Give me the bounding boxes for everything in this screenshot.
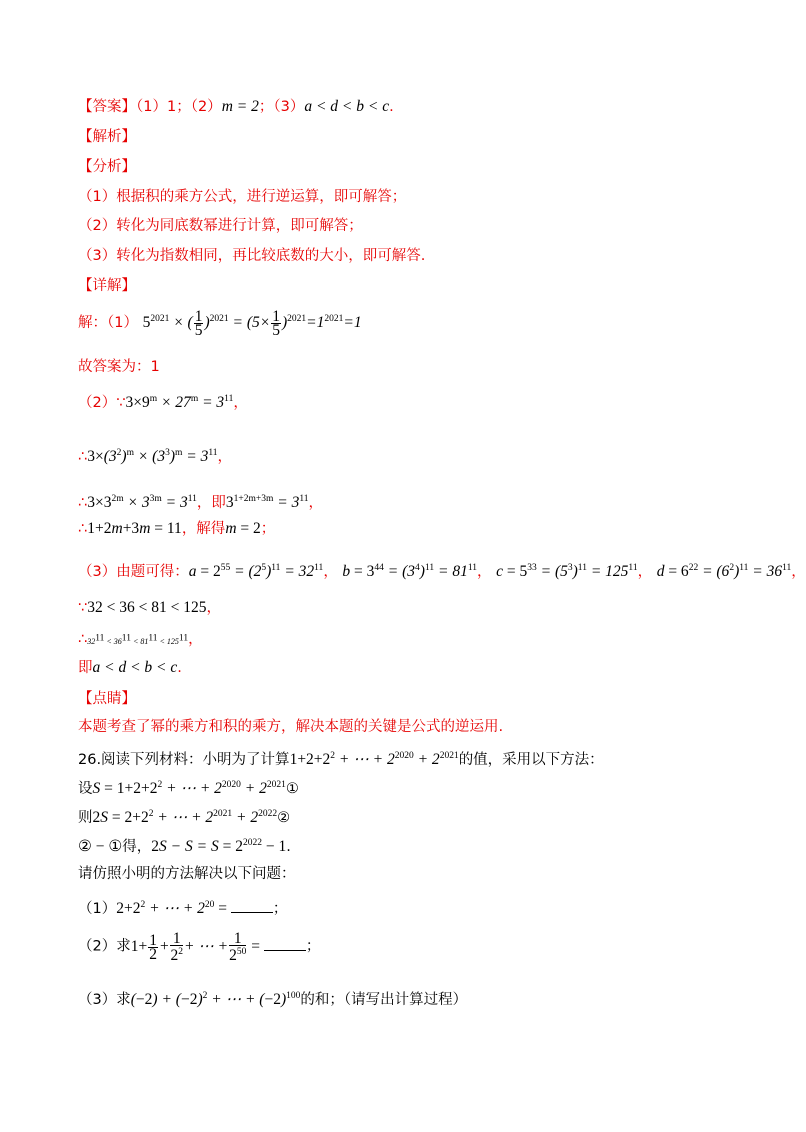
solution-step-3c: $\therefore 32^{11} < 36^{11} < 81^{11} < 125^{11}$， bbox=[78, 631, 203, 648]
q26-q2: （2）求1+ $\frac{1}{2}$ + $\frac{1}{2^2}$ + ⋯ + $\frac{1}{2^{50}}$ = ； bbox=[78, 930, 321, 965]
formula-step-1: $5^{2021}$ × ( $\frac{1}{5}$ )$^{2021}$ = (5× $\frac{1}{5}$ )$^{2021}=1^{2021}=1$ bbox=[142, 308, 362, 340]
q26-q3: （3）求$(-2) + (-2)^2$ + ⋯ + $(-2)^{100}$的和；（请写出计算过程） bbox=[78, 991, 468, 1009]
analyze-item-3: （3）转化为指数相同，再比较底数的大小，即可解答. bbox=[78, 248, 426, 264]
analyze-label: 【分析】 bbox=[78, 159, 136, 175]
analyze-item-1: （1）根据积的乘方公式，进行逆运算，即可解答； bbox=[78, 189, 407, 205]
answer-blank-1[interactable] bbox=[231, 898, 273, 913]
solution-step-1: 解：（1） $5^{2021}$ × ( $\frac{1}{5}$ )$^{2021}$ = (5× $\frac{1}{5}$ )$^{2021}=1^{2021}=1$ bbox=[78, 308, 362, 340]
q26-intro: 26.阅读下列材料：小明为了计算$1+2+2^2$ + ⋯ + $2^{2020} + 2^{2021}$的值，采用以下方法： bbox=[78, 751, 604, 769]
answer-label: 【答案】 bbox=[78, 99, 136, 115]
q26-then: 则$2S = 2+2^2$ + ⋯ + $2^{2021}$ + $2^{2022}②$ bbox=[78, 809, 291, 827]
q26-q1: $(1)2+2^2$ + ⋯ + $2^{20}$ = ； bbox=[78, 900, 288, 918]
solution-step-2c: $\therefore 3\times 3^{2m} \times 3^{3m} = 3^{11}$，即$3^{1+2m+3m} = 3^{11}$， bbox=[78, 494, 323, 512]
solution-result-1: 故答案为：1 bbox=[78, 359, 160, 375]
analyze-item-2: （2）转化为同底数幂进行计算，即可解答； bbox=[78, 218, 363, 234]
answer-blank-2[interactable] bbox=[264, 936, 306, 951]
solution-step-3a: （3）由题可得：$a = 2^{55} = (2^5)^{11} = 32^{11}$， $b = 3^{44} = (3^4)^{11} = 81^{11}$， $c = 5^{33} = (5^3)^{11} = 125^{11}$， $d = 6^{22} = (6^2)^{11} = 36^{11}$， bbox=[78, 563, 806, 581]
solution-step-3b: ∵32 < 36 < 81 < 125， bbox=[78, 599, 221, 616]
detail-label: 【详解】 bbox=[78, 278, 136, 294]
solution-step-2b: $\therefore 3\times(3^2)^m \times (3^3)^m = 3^{11}$， bbox=[78, 448, 233, 466]
answer-line: 【答案】（1）1；（2）m = 2；（3）a < d < b < c. bbox=[78, 98, 394, 115]
q26-please: 请仿照小明的方法解决以下问题： bbox=[78, 866, 296, 882]
solution-step-3d: 即a < d < b < c. bbox=[78, 659, 182, 676]
comment-label: 【点睛】 bbox=[78, 691, 136, 707]
analysis-label: 【解析】 bbox=[78, 129, 136, 145]
q26-get: ② − ①得，$2S - S = S = 2^{2022} - 1$. bbox=[78, 838, 291, 856]
solution-step-2d: ∴1+2m+3m = 11，解得m = 2； bbox=[78, 520, 276, 537]
solution-step-2a: $(2)\because 3\times 9^m \times 27^m = 3^{11}$， bbox=[78, 394, 248, 412]
comment-text: 本题考查了幂的乘方和积的乘方，解决本题的关键是公式的逆运用. bbox=[78, 719, 504, 735]
q26-set: 设$S = 1+2+2^2$ + ⋯ + $2^{2020}$ + $2^{2021}①$ bbox=[78, 780, 299, 798]
